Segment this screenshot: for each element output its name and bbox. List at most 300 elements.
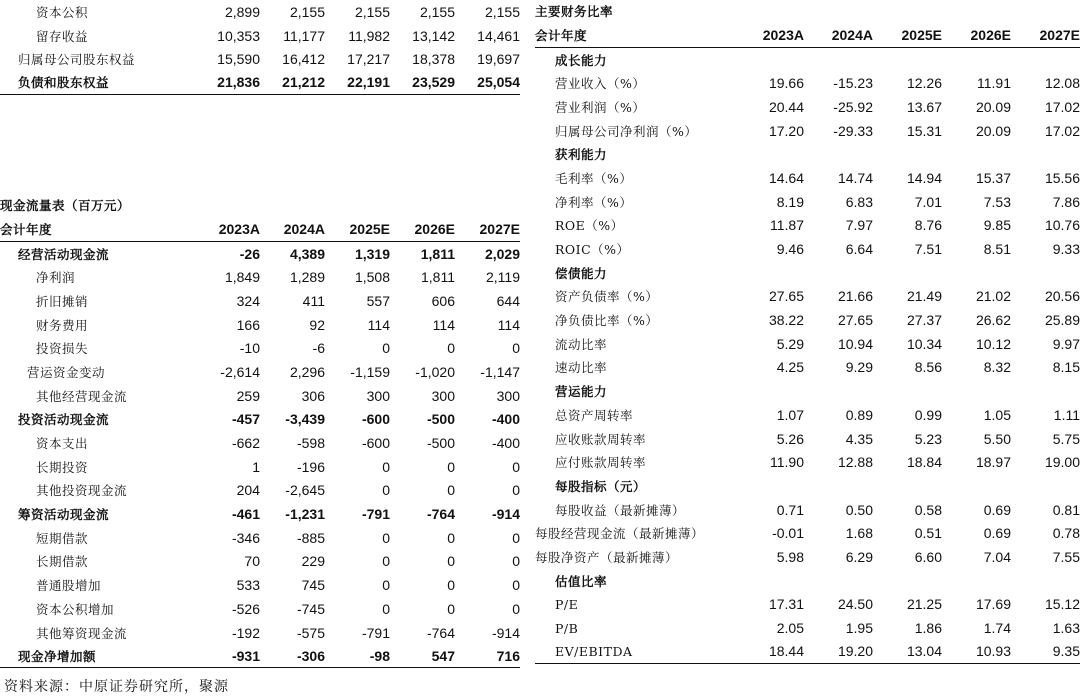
cell-value: -196 xyxy=(296,458,325,475)
cell-value: 7.55 xyxy=(1052,548,1080,565)
balance-sheet-tail xyxy=(0,0,520,95)
row-label: 归属母公司净利润（%） xyxy=(555,123,698,139)
cell-value: 0 xyxy=(447,600,455,617)
cashflow-header-row xyxy=(0,218,520,242)
ratio-title: 主要财务比率 xyxy=(535,4,614,19)
cell-value: 0 xyxy=(512,529,520,546)
cell-value: 204 xyxy=(236,482,260,499)
table-row xyxy=(535,261,1080,285)
cell-value: 1,811 xyxy=(420,245,455,262)
table-row xyxy=(535,48,1080,72)
row-label: 应收账款周转率 xyxy=(555,431,647,447)
cell-value: -0.01 xyxy=(772,525,804,542)
cell-value: 259 xyxy=(236,387,260,404)
cell-value: 19.20 xyxy=(837,643,873,660)
table-row xyxy=(535,119,1080,143)
cell-value: 1 xyxy=(252,458,260,475)
row-label: 速动比率 xyxy=(555,360,608,376)
cell-value: 2,155 xyxy=(419,3,455,20)
cell-value: -3,439 xyxy=(285,411,325,428)
cell-value: 5.98 xyxy=(776,548,804,565)
cell-value: 17.31 xyxy=(768,596,804,613)
cell-value: 19,697 xyxy=(477,51,520,68)
cell-value: 0 xyxy=(382,458,390,475)
table-row xyxy=(0,502,520,526)
table-row xyxy=(535,450,1080,474)
cell-value: -791 xyxy=(361,506,390,523)
cell-value: 411 xyxy=(302,292,325,309)
cell-value: 0 xyxy=(512,340,520,357)
cell-value: 27.65 xyxy=(837,312,873,329)
table-row xyxy=(0,360,520,384)
cell-value: 15.12 xyxy=(1044,596,1080,613)
table-row xyxy=(0,289,520,313)
cell-value: 10.93 xyxy=(975,643,1011,660)
cell-value: 0 xyxy=(512,553,520,570)
cell-value: 2,029 xyxy=(484,245,520,262)
cell-value: 14.74 xyxy=(837,169,873,186)
row-label: 筹资活动现金流 xyxy=(18,507,110,523)
cell-value: 27.37 xyxy=(906,312,942,329)
row-label: 每股经营现金流（最新摊薄） xyxy=(535,526,705,542)
cell-value: 300 xyxy=(496,387,520,404)
cell-value: -598 xyxy=(296,435,325,452)
cell-value: 2.05 xyxy=(776,620,804,637)
cell-value: 1.95 xyxy=(845,620,873,637)
row-label: 投资损失 xyxy=(36,341,89,357)
cell-value: 300 xyxy=(431,387,455,404)
cell-value: 6.60 xyxy=(914,548,942,565)
cell-value: 0 xyxy=(447,458,455,475)
cell-value: 0 xyxy=(382,340,390,357)
cell-value: 7.04 xyxy=(983,548,1011,565)
table-row xyxy=(535,640,1080,664)
table-row xyxy=(0,621,520,645)
cell-value: 0.69 xyxy=(983,501,1011,518)
cell-value: 1.86 xyxy=(914,620,942,637)
ratio-year: 2023A xyxy=(762,27,804,44)
cell-value: 17.02 xyxy=(1044,122,1080,139)
cell-value: 0 xyxy=(382,482,390,499)
ratio-table xyxy=(535,0,1080,664)
cell-value: 12.88 xyxy=(837,454,873,471)
cell-value: 8.32 xyxy=(983,359,1011,376)
cell-value: 7.53 xyxy=(983,193,1011,210)
cell-value: 26.62 xyxy=(975,312,1011,329)
cashflow-title: 现金流量表（百万元） xyxy=(0,198,131,213)
cashflow-year: 2025E xyxy=(349,221,390,238)
cell-value: 7.86 xyxy=(1052,193,1080,210)
row-label: 净利率（%） xyxy=(555,194,633,210)
cell-value: -1,231 xyxy=(285,506,325,523)
ratio-header-row xyxy=(535,24,1080,48)
cell-value: -26 xyxy=(239,245,260,262)
table-row xyxy=(535,616,1080,640)
table-row xyxy=(0,24,520,48)
cell-value: -10 xyxy=(239,340,260,357)
cell-value: 23,529 xyxy=(412,74,455,91)
cell-value: 20.56 xyxy=(1044,288,1080,305)
cell-value: 547 xyxy=(431,647,455,664)
cell-value: -192 xyxy=(231,624,260,641)
cell-value: 24.50 xyxy=(837,596,873,613)
table-row xyxy=(0,313,520,337)
cell-value: 21.02 xyxy=(975,288,1011,305)
table-row xyxy=(535,356,1080,380)
cell-value: 14,461 xyxy=(477,27,520,44)
cell-value: 9.85 xyxy=(983,217,1011,234)
cell-value: 6.83 xyxy=(845,193,873,210)
cell-value: 17.69 xyxy=(975,596,1011,613)
cell-value: 10.34 xyxy=(906,335,942,352)
table-row xyxy=(535,498,1080,522)
row-label: 每股收益（最新摊薄） xyxy=(555,502,686,518)
row-label: 其他筹资现金流 xyxy=(36,625,128,641)
cell-value: -400 xyxy=(491,411,520,428)
cell-value: 15,590 xyxy=(217,51,260,68)
cell-value: -461 xyxy=(231,506,260,523)
row-label: 流动比率 xyxy=(555,336,608,352)
cell-value: -600 xyxy=(361,411,390,428)
cell-value: 20.09 xyxy=(975,98,1011,115)
table-row xyxy=(535,427,1080,451)
cell-value: 5.50 xyxy=(983,430,1011,447)
row-label: 其他经营现金流 xyxy=(36,388,128,404)
cell-value: 0 xyxy=(382,529,390,546)
table-row xyxy=(0,242,520,266)
cell-value: 20.09 xyxy=(975,122,1011,139)
cell-value: 4,389 xyxy=(289,245,325,262)
cell-value: 306 xyxy=(301,387,325,404)
row-label: 投资活动现金流 xyxy=(18,412,110,428)
row-label: 成长能力 xyxy=(555,52,608,68)
cell-value: -885 xyxy=(296,529,325,546)
row-label: 折旧摊销 xyxy=(36,293,89,309)
cell-value: 0.81 xyxy=(1052,501,1080,518)
cell-value: 19.66 xyxy=(768,75,804,92)
cell-value: 19.00 xyxy=(1044,454,1080,471)
row-label: 长期借款 xyxy=(36,554,89,570)
table-row xyxy=(0,644,520,668)
table-row xyxy=(535,214,1080,238)
table-row xyxy=(0,550,520,574)
row-label: 普通股增加 xyxy=(36,578,102,594)
table-row xyxy=(0,455,520,479)
row-label: 资本公积增加 xyxy=(36,601,115,617)
row-label: P/B xyxy=(555,620,579,636)
cell-value: 21.49 xyxy=(906,288,942,305)
cell-value: 8.76 xyxy=(914,217,942,234)
source-note: 资料来源：中原证券研究所，聚源 xyxy=(4,679,229,695)
table-row xyxy=(535,569,1080,593)
row-label: 短期借款 xyxy=(36,530,89,546)
cell-value: 1,508 xyxy=(354,269,390,286)
table-row xyxy=(535,142,1080,166)
cell-value: 20.44 xyxy=(768,98,804,115)
cell-value: 0.71 xyxy=(776,501,804,518)
cell-value: -500 xyxy=(426,411,455,428)
cell-value: 17.20 xyxy=(768,122,804,139)
cell-value: 4.25 xyxy=(776,359,804,376)
cell-value: -29.33 xyxy=(833,122,873,139)
cell-value: 12.26 xyxy=(906,75,942,92)
cell-value: 22,191 xyxy=(347,74,390,91)
row-label: EV/EBITDA xyxy=(555,643,633,659)
row-label: 净负债比率（%） xyxy=(555,313,659,329)
cell-value: 557 xyxy=(366,292,390,309)
cell-value: 92 xyxy=(309,316,325,333)
cell-value: 18.97 xyxy=(975,454,1011,471)
row-label: 资本公积 xyxy=(36,4,89,20)
cell-value: -6 xyxy=(312,340,325,357)
cell-value: 2,296 xyxy=(289,363,325,380)
cell-value: 14.64 xyxy=(768,169,804,186)
cell-value: 1,849 xyxy=(224,269,260,286)
cell-value: 166 xyxy=(236,316,260,333)
cell-value: 7.97 xyxy=(845,217,873,234)
cell-value: 0 xyxy=(447,529,455,546)
cell-value: 7.51 xyxy=(914,241,942,258)
cell-value: 0 xyxy=(447,577,455,594)
table-row xyxy=(535,521,1080,545)
cell-value: 13,142 xyxy=(412,27,455,44)
cell-value: 10.12 xyxy=(975,335,1011,352)
ratio-header-label: 会计年度 xyxy=(535,28,588,44)
cell-value: 745 xyxy=(301,577,325,594)
ratio-body xyxy=(535,48,1080,664)
cell-value: -745 xyxy=(296,600,325,617)
cell-value: 533 xyxy=(236,577,260,594)
cell-value: 1,319 xyxy=(354,245,390,262)
row-label: 估值比率 xyxy=(555,573,608,589)
row-label: 营业利润（%） xyxy=(555,99,646,115)
cell-value: 15.31 xyxy=(906,122,942,139)
cell-value: 17,217 xyxy=(347,51,390,68)
cell-value: 8.56 xyxy=(914,359,942,376)
cell-value: 16,412 xyxy=(282,51,325,68)
table-row xyxy=(535,237,1080,261)
cell-value: -526 xyxy=(231,600,260,617)
cell-value: 25,054 xyxy=(477,74,520,91)
cell-value: -914 xyxy=(491,624,520,641)
table-row xyxy=(0,71,520,95)
cashflow-year: 2026E xyxy=(414,221,455,238)
cell-value: 0.58 xyxy=(914,501,942,518)
cell-value: -764 xyxy=(426,624,455,641)
cell-value: -662 xyxy=(231,435,260,452)
cell-value: 0.89 xyxy=(845,406,873,423)
cell-value: 1.05 xyxy=(983,406,1011,423)
cell-value: 9.35 xyxy=(1052,643,1080,660)
cashflow-year: 2027E xyxy=(479,221,520,238)
cell-value: 0 xyxy=(382,600,390,617)
cashflow-table xyxy=(0,194,520,668)
cell-value: 5.75 xyxy=(1052,430,1080,447)
row-label: 偿债能力 xyxy=(555,265,608,281)
cell-value: 9.46 xyxy=(776,241,804,258)
table-row xyxy=(0,431,520,455)
table-row xyxy=(0,336,520,360)
cell-value: 9.97 xyxy=(1052,335,1080,352)
cell-value: 0 xyxy=(512,600,520,617)
cell-value: -931 xyxy=(231,647,260,664)
cell-value: 644 xyxy=(496,292,520,309)
ratio-year: 2024A xyxy=(831,27,873,44)
cell-value: 25.89 xyxy=(1044,312,1080,329)
cell-value: 324 xyxy=(236,292,260,309)
cashflow-body xyxy=(0,242,520,668)
row-label: 长期投资 xyxy=(36,459,89,475)
table-row xyxy=(535,308,1080,332)
ratio-year: 2025E xyxy=(901,27,942,44)
cell-value: 38.22 xyxy=(768,312,804,329)
cell-value: 1.68 xyxy=(845,525,873,542)
cell-value: 11.90 xyxy=(770,454,804,471)
cell-value: 0 xyxy=(447,340,455,357)
cell-value: 2,119 xyxy=(486,269,520,286)
table-row xyxy=(535,71,1080,95)
table-row xyxy=(0,265,520,289)
cell-value: -2,614 xyxy=(220,363,260,380)
cashflow-header-label: 会计年度 xyxy=(0,222,53,238)
row-label: 经营活动现金流 xyxy=(18,246,110,262)
table-row xyxy=(535,379,1080,403)
table-row xyxy=(535,332,1080,356)
cell-value: -25.92 xyxy=(833,98,873,115)
cell-value: 0.69 xyxy=(983,525,1011,542)
cashflow-year: 2023A xyxy=(218,221,260,238)
cell-value: 0 xyxy=(512,482,520,499)
cell-value: 6.29 xyxy=(845,548,873,565)
table-row xyxy=(0,408,520,432)
cell-value: 0.99 xyxy=(914,406,942,423)
cell-value: 114 xyxy=(367,316,390,333)
cell-value: -575 xyxy=(296,624,325,641)
cell-value: 229 xyxy=(301,553,325,570)
table-row xyxy=(0,47,520,71)
table-row xyxy=(535,403,1080,427)
cell-value: -1,147 xyxy=(480,363,520,380)
row-label: 其他投资现金流 xyxy=(36,483,128,499)
cell-value: 21.25 xyxy=(906,596,942,613)
cell-value: 11,982 xyxy=(348,27,390,44)
cell-value: 0.51 xyxy=(914,525,942,542)
table-row xyxy=(535,474,1080,498)
table-row xyxy=(0,384,520,408)
cell-value: 14.94 xyxy=(906,169,942,186)
cell-value: 13.04 xyxy=(906,643,942,660)
cell-value: 70 xyxy=(244,553,260,570)
table-row xyxy=(535,190,1080,214)
row-label: ROIC（%） xyxy=(555,242,630,258)
cashflow-year: 2024A xyxy=(283,221,325,238)
cell-value: -306 xyxy=(296,647,325,664)
cell-value: 8.19 xyxy=(776,193,804,210)
cell-value: -500 xyxy=(426,435,455,452)
row-label: 归属母公司股东权益 xyxy=(18,52,136,68)
cell-value: 21.66 xyxy=(837,288,873,305)
table-row xyxy=(0,573,520,597)
cell-value: 9.33 xyxy=(1052,241,1080,258)
cell-value: 6.64 xyxy=(845,241,873,258)
cell-value: 0.50 xyxy=(845,501,873,518)
cell-value: 10,353 xyxy=(217,27,260,44)
table-row xyxy=(535,285,1080,309)
ratio-year: 2027E xyxy=(1039,27,1080,44)
cell-value: -1,159 xyxy=(350,363,390,380)
cell-value: 18.84 xyxy=(906,454,942,471)
cell-value: 10.94 xyxy=(837,335,873,352)
table-row xyxy=(0,526,520,550)
cell-value: 11.87 xyxy=(770,217,804,234)
row-label: 每股净资产（最新摊薄） xyxy=(535,549,679,565)
row-label: 资产负债率（%） xyxy=(555,289,659,305)
row-label: 财务费用 xyxy=(36,317,89,333)
row-label: 每股指标（元） xyxy=(555,478,647,494)
cell-value: 18,378 xyxy=(412,51,455,68)
cell-value: 114 xyxy=(497,316,520,333)
cell-value: 7.01 xyxy=(914,193,942,210)
table-row xyxy=(0,479,520,503)
row-label: 毛利率（%） xyxy=(555,170,633,186)
row-label: ROE（%） xyxy=(555,218,624,234)
cell-value: 1.74 xyxy=(983,620,1011,637)
table-row xyxy=(535,545,1080,569)
cell-value: 5.23 xyxy=(914,430,942,447)
cell-value: 11,177 xyxy=(283,27,325,44)
cell-value: 21,212 xyxy=(282,74,325,91)
cell-value: 10.76 xyxy=(1044,217,1080,234)
cell-value: 0 xyxy=(382,553,390,570)
cell-value: -400 xyxy=(491,435,520,452)
cell-value: 8.15 xyxy=(1052,359,1080,376)
ratio-year: 2026E xyxy=(970,27,1011,44)
cell-value: 0.78 xyxy=(1052,525,1080,542)
cell-value: 0 xyxy=(512,458,520,475)
row-label: 应付账款周转率 xyxy=(555,455,647,471)
row-label: 净利润 xyxy=(36,270,76,286)
cell-value: 2,155 xyxy=(354,3,390,20)
cell-value: -600 xyxy=(361,435,390,452)
cell-value: 2,155 xyxy=(484,3,520,20)
cell-value: -457 xyxy=(231,411,260,428)
cell-value: -914 xyxy=(491,506,520,523)
cell-value: 114 xyxy=(432,316,455,333)
cell-value: -791 xyxy=(361,624,390,641)
cell-value: 11.91 xyxy=(977,75,1011,92)
cell-value: 606 xyxy=(431,292,455,309)
cell-value: 716 xyxy=(496,647,520,664)
table-row xyxy=(0,597,520,621)
table-row xyxy=(0,0,520,24)
cell-value: 2,155 xyxy=(289,3,325,20)
cell-value: 1.11 xyxy=(1053,406,1080,423)
cell-value: 0 xyxy=(512,577,520,594)
cell-value: 5.29 xyxy=(776,335,804,352)
cell-value: -98 xyxy=(369,647,390,664)
cell-value: 300 xyxy=(366,387,390,404)
table-row xyxy=(535,593,1080,617)
row-label: 资本支出 xyxy=(36,436,89,452)
cell-value: 15.56 xyxy=(1044,169,1080,186)
row-label: 负债和股东权益 xyxy=(18,75,110,91)
table-row xyxy=(535,95,1080,119)
cell-value: 1,811 xyxy=(421,269,455,286)
cell-value: -764 xyxy=(426,506,455,523)
row-label: 营业收入（%） xyxy=(555,76,646,92)
row-label: P/E xyxy=(555,596,579,612)
row-label: 现金净增加额 xyxy=(18,648,97,664)
